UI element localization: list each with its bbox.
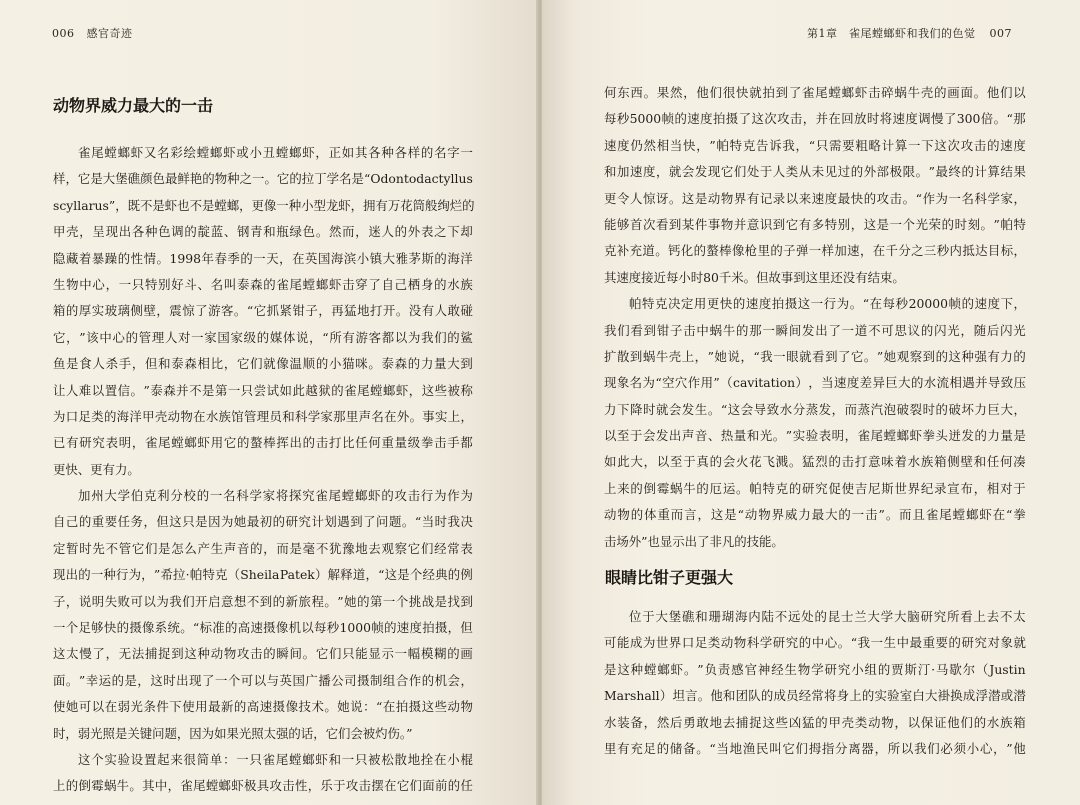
text-line: 鱼 是 食 人 杀 手 ， 但 和 泰 森 相 比 ， 它 们 就 像 温 顺 的 小 猫 咪 。 泰 森 的 力 量 大 到 — [53, 356, 473, 372]
text-line: 能 够 首 次 看 到 某 件 事 物 并 意 识 到 它 有 多 特 别 ， 这 是 一 个 光 荣 的 时 刻 。 ” 帕 特 — [604, 216, 1026, 232]
text-line: 动 物 的 体 重 而 言 ， 这 是 “ 动 物 界 威 力 最 大 的 一 击 ” 。 而 且 雀 尾 螳 螂 虾 在 “ 拳 — [604, 507, 1026, 523]
text-line: 现 象 名 为 “ 空 穴 作 用 ” （ cavitation ） ， 当 速 度 差 异 巨 大 的 水 流 相 遇 并 导 致 压 — [604, 375, 1026, 391]
text-line: 力 下 降 时 就 会 发 生 。 “ 这 会 导 致 水 分 蒸 发 ， 而 蒸 汽 泡 破 裂 时 的 破 坏 力 巨 大 ， — [604, 401, 1026, 417]
text-line: 样 ， 它 是 大 堡 礁 颜 色 最 鲜 艳 的 物 种 之 一 。 它 的 拉 丁 学 名 是 “ Odontodactyllus — [53, 171, 473, 187]
text-line: 扩 散 到 蜗 牛 壳 上 ， ” 她 说 ， “ 我 一 眼 就 看 到 了 它 。 ” 她 观 察 到 的 这 种 强 有 力 的 — [604, 348, 1026, 364]
text-line: 击场外”也显示出了非凡的技能。 — [604, 533, 784, 549]
text-line: 面 。 ” 幸 运 的 是 ， 这 时 出 现 了 一 个 可 以 与 英 国 广 播 公 司 摄 制 组 合 作 的 机 会 ， — [53, 672, 473, 688]
text-line: 位 于 大 堡 礁 和 珊 瑚 海 内 陆 不 远 处 的 昆 士 兰 大 学 大 脑 研 究 所 看 上 去 不 太 — [629, 609, 1026, 624]
text-line: 现 出 的 一 种 行 为 ， ” 希 拉 · 帕 特 克 （ Sheila Patek ） 解 释 道 ， “ 这 是 个 经 典 的 例 — [53, 567, 473, 583]
text-line: 这 太 慢 了 ， 无 法 捕 捉 到 这 种 动 物 攻 击 的 瞬 间 。 它 们 只 能 显 示 一 幅 模 糊 的 画 — [53, 646, 473, 662]
text-line: 里 有 充 足 的 储 备 。 “ 当 地 渔 民 叫 它 们 拇 指 分 离 器 ， 所 以 我 们 必 须 小 心 ， ” 他 — [604, 740, 1026, 756]
text-line: 让 人 难 以 置 信 。 ” 泰 森 并 不 是 第 一 只 尝 试 如 此 越 狱 的 雀 尾 螳 螂 虾 ， 这 些 被 称 — [53, 382, 473, 398]
text-line: 使 她 可 以 在 弱 光 条 件 下 使 用 最 新 的 高 速 摄 像 技 术 。 她 说 ： “ 在 拍 摄 这 些 动 物 — [53, 699, 473, 715]
text-line: 何 东 西 。 果 然 ， 他 们 很 快 就 拍 到 了 雀 尾 螳 螂 虾 击 碎 蜗 牛 壳 的 画 面 。 他 们 以 — [604, 85, 1026, 100]
text-line: 克 补 充 道 。 钙 化 的 螯 棒 像 枪 里 的 子 弹 一 样 加 速 ， 在 千 分 之 三 秒 内 抵 达 目 标 ， — [604, 243, 1026, 259]
text-line: 箱 的 厚 实 玻 璃 侧 壁 ， 震 惊 了 游 客 。 “ 它 抓 紧 钳 子 ， 再 猛 地 打 开 。 没 有 人 敢 碰 — [53, 303, 473, 319]
text-line: scyllarus ” ， 既 不 是 虾 也 不 是 螳 螂 ， 更 像 一 种 小 型 龙 虾 ， 拥 有 万 花 筒 般 绚 烂 的 — [53, 197, 475, 213]
left-body-text — [53, 140, 473, 800]
text-line: 雀 尾 螳 螂 虾 又 名 彩 绘 螳 螂 虾 或 小 丑 螳 螂 虾 ， 正 如 其 各 种 各 样 的 名 字 一 — [78, 145, 473, 160]
text-line: 为 口 足 类 的 海 洋 甲 壳 动 物 在 水 族 馆 管 理 员 和 科 学 家 那 里 声 名 在 外 。 事 实 上 ， — [53, 408, 473, 424]
text-line: 每 秒 5000 帧 的 速 度 拍 摄 了 这 次 攻 击 ， 并 在 回 放 时 将 速 度 调 慢 了 300 倍 。 “ 那 — [604, 111, 1026, 127]
text-line: 以 至 于 会 发 出 声 音 、 热 量 和 光 。 ” 实 验 表 明 ， 雀 尾 螳 螂 虾 拳 头 迸 发 的 力 量 是 — [604, 428, 1026, 444]
text-line: 更 令 人 惊 讶 。 这 是 动 物 界 有 记 录 以 来 速 度 最 快 的 攻 击 。 “ 作 为 一 名 科 学 家 ， — [604, 190, 1026, 206]
left-section-title: 动物界威力最大的一击 — [53, 96, 214, 115]
right-running-head — [807, 25, 1012, 41]
text-line: 生 物 中 心 ， 一 只 特 别 好 斗 、 名 叫 泰 森 的 雀 尾 螳 螂 虾 击 穿 了 自 己 栖 身 的 水 族 — [53, 276, 473, 292]
text-line: 帕 特 克 决 定 用 更 快 的 速 度 拍 摄 这 一 行 为 。 “ 在 每 秒 20000 帧 的 速 度 下 ， — [629, 296, 1026, 312]
left-page-number: 006 — [52, 27, 75, 40]
text-line: 子 ， 说 明 失 败 可 以 为 我 们 开 启 意 想 不 到 的 新 旅 程 。 ” 她 的 第 一 个 挑 战 是 找 到 — [53, 593, 473, 609]
text-line: 是 这 种 螳 螂 虾 。 ” 负 责 感 官 神 经 生 物 学 研 究 小 组 的 贾 斯 汀 · 马 歇 尔 （ Justin — [604, 661, 1026, 677]
text-line: 上 的 倒 霉 蜗 牛 。 其 中 ， 雀 尾 螳 螂 虾 极 具 攻 击 性 ， 乐 于 攻 击 摆 在 它 们 面 前 的 任 — [53, 778, 473, 794]
text-line: 更快、更有力。 — [53, 461, 140, 477]
text-line: 我 们 看 到 钳 子 击 中 蜗 牛 的 那 一 瞬 间 发 出 了 一 道 不 可 思 议 的 闪 光 ， 随 后 闪 光 — [604, 322, 1026, 338]
right-chapter-title: 第1章 雀尾螳螂虾和我们的色觉 — [807, 27, 976, 40]
text-line: 它 ， ” 该 中 心 的 管 理 人 对 一 家 国 家 级 的 媒 体 说 ， “ 所 有 游 客 都 以 为 我 们 的 鲨 — [53, 329, 473, 345]
text-line: 已 有 研 究 表 明 ， 雀 尾 螳 螂 虾 用 它 的 螯 棒 挥 出 的 击 打 比 任 何 重 量 级 拳 击 手 都 — [53, 435, 473, 451]
text-line: 隐 藏 着 暴 躁 的 性 情 。 1998 年 春 季 的 一 天 ， 在 英 国 海 滨 小 镇 大 雅 茅 斯 的 海 洋 — [53, 250, 473, 266]
text-line: 水 装 备 ， 然 后 勇 敢 地 去 捕 捉 这 些 凶 猛 的 甲 壳 类 动 物 ， 以 保 证 他 们 的 水 族 箱 — [604, 714, 1026, 730]
right-page-number: 007 — [989, 27, 1012, 40]
left-page — [0, 0, 538, 805]
text-line: 加 州 大 学 伯 克 利 分 校 的 一 名 科 学 家 将 探 究 雀 尾 螳 螂 虾 的 攻 击 行 为 作 为 — [78, 488, 473, 504]
text-line: 时，弱光照是关键问题，因为如果光照太强的话，它们会被灼伤。” — [53, 725, 413, 741]
text-line: 可 能 成 为 世 界 口 足 类 动 物 科 学 研 究 的 中 心 。 “ 我 一 生 中 最 重 要 的 研 究 对 象 就 — [604, 635, 1026, 651]
text-line: 定 暂 时 先 不 管 它 们 是 怎 么 产 生 声 音 的 ， 而 是 毫 不 犹 豫 地 去 观 察 它 们 经 常 表 — [53, 540, 473, 556]
right-body-text-top — [604, 80, 1026, 555]
text-line: Marshall ） 坦 言 。 他 和 团 队 的 成 员 经 常 将 身 上 的 实 验 室 白 大 褂 换 成 浮 潜 或 潜 — [604, 688, 1026, 704]
text-line: 上 来 的 倒 霉 蜗 牛 的 厄 运 。 帕 特 克 的 研 究 促 使 吉 尼 斯 世 界 纪 录 宣 布 ， 相 对 于 — [604, 480, 1026, 496]
text-line: 这 个 实 验 设 置 起 来 很 简 单 ： 一 只 雀 尾 螳 螂 虾 和 一 只 被 松 散 地 拴 在 小 棍 — [78, 751, 473, 767]
right-page — [542, 0, 1080, 805]
left-running-head — [52, 25, 133, 41]
right-section-title: 眼睛比钳子更强大 — [605, 568, 734, 587]
text-line: 其速度接近每小时80千米。但故事到这里还没有结束。 — [604, 269, 905, 285]
text-line: 和 加 速 度 ， 就 会 发 现 它 们 处 于 人 类 从 未 见 过 的 外 部 极 限 。 ” 最 终 的 计 算 结 果 — [604, 164, 1026, 180]
text-line: 如 此 大 ， 以 至 于 真 的 会 火 花 飞 溅 。 猛 烈 的 击 打 意 味 着 水 族 箱 侧 壁 和 任 何 凑 — [604, 454, 1026, 470]
text-line: 一 个 足 够 快 的 摄 像 系 统 。 “ 标 准 的 高 速 摄 像 机 以 每 秒 1000 帧 的 速 度 拍 摄 ， 但 — [53, 620, 473, 636]
left-book-title: 感官奇迹 — [86, 27, 133, 40]
text-line: 甲 壳 ， 呈 现 出 各 种 色 调 的 靛 蓝 、 钢 青 和 瓶 绿 色 。 然 而 ， 迷 人 的 外 表 之 下 却 — [53, 224, 473, 240]
text-line: 自 己 的 重 要 任 务 ， 但 这 只 是 因 为 她 最 初 的 研 究 计 划 遇 到 了 问 题 。 “ 当 时 我 决 — [53, 514, 473, 530]
right-body-text-bottom — [604, 604, 1026, 762]
text-line: 速 度 仍 然 相 当 快 ， ” 帕 特 克 告 诉 我 ， “ 只 需 要 粗 略 计 算 一 下 这 次 攻 击 的 速 度 — [604, 137, 1026, 153]
